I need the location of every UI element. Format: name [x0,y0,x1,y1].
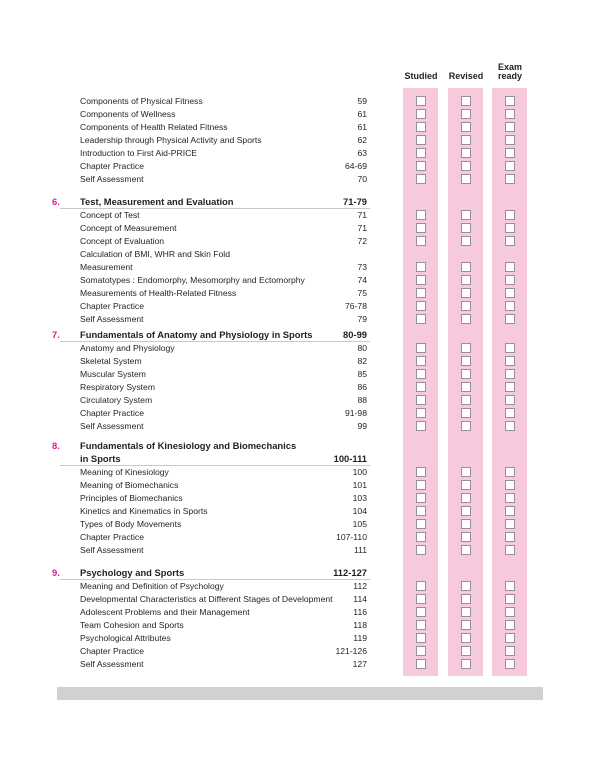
chapter-title-line1: Fundamentals of Kinesiology and Biomechanics [80,440,297,451]
revised-checkbox[interactable] [461,646,471,656]
revised-checkbox[interactable] [461,480,471,490]
toc-item-title: Types of Body Movements [80,519,182,529]
studied-checkbox[interactable] [416,519,426,529]
toc-item-page: 64-69 [345,161,367,171]
exam-ready-checkbox[interactable] [505,122,515,132]
exam-ready-checkbox[interactable] [505,532,515,542]
revised-checkbox[interactable] [461,301,471,311]
studied-checkbox[interactable] [416,288,426,298]
revised-checkbox[interactable] [461,314,471,324]
chapter-title: Psychology and Sports [80,567,185,578]
toc-item-page: 73 [357,262,367,272]
toc-item [80,261,367,274]
toc-item-page: 71 [357,223,367,233]
revised-checkbox[interactable] [461,109,471,119]
studied-checkbox[interactable] [416,594,426,604]
toc-item-title: Principles of Biomechanics [80,493,183,503]
toc-item [80,248,367,261]
toc-item-title: Psychological Attributes [80,633,171,643]
toc-item-title: Concept of Measurement [80,223,177,233]
studied-checkbox[interactable] [416,607,426,617]
toc-item-page: 114 [353,594,367,604]
chapter-pages: 71-79 [343,196,367,207]
exam-ready-checkbox[interactable] [505,395,515,405]
toc-item-title: Adolescent Problems and their Management [80,607,250,617]
revised-checkbox[interactable] [461,135,471,145]
exam-ready-checkbox[interactable] [505,223,515,233]
toc-item [80,531,367,544]
revised-checkbox[interactable] [461,519,471,529]
exam-ready-checkbox[interactable] [505,519,515,529]
toc-item [80,381,367,394]
toc-item [80,342,367,355]
toc-item-page: 86 [357,382,367,392]
toc-item-title: Developmental Characteristics at Different Stages of Development [80,594,333,604]
toc-item-page: 101 [352,480,367,490]
chapter-number: 6. [52,196,60,207]
revised-checkbox[interactable] [461,467,471,477]
toc-item-title: Respiratory System [80,382,155,392]
exam-ready-checkbox[interactable] [505,646,515,656]
studied-checkbox[interactable] [416,314,426,324]
studied-checkbox[interactable] [416,480,426,490]
toc-item [80,300,367,313]
studied-checkbox[interactable] [416,356,426,366]
revised-checkbox[interactable] [461,421,471,431]
exam-ready-checkbox[interactable] [505,480,515,490]
studied-checkbox[interactable] [416,122,426,132]
toc-item [80,492,367,505]
studied-checkbox[interactable] [416,96,426,106]
toc-item-title: Kinetics and Kinematics in Sports [80,506,208,516]
revised-checkbox[interactable] [461,581,471,591]
toc-item-title: Self Assessment [80,314,144,324]
toc-item [80,645,367,658]
toc-item [80,658,367,671]
toc-item-title: Somatotypes : Endomorphy, Mesomorphy and Ectomorphy [80,275,305,285]
studied-checkbox[interactable] [416,369,426,379]
revised-checkbox[interactable] [461,161,471,171]
toc-item-title: Calculation of BMI, WHR and Skin Fold [80,249,230,259]
toc-item-page: 61 [357,109,367,119]
toc-item-title: Chapter Practice [80,532,145,542]
studied-checkbox[interactable] [416,395,426,405]
revised-checkbox[interactable] [461,382,471,392]
exam-ready-checkbox[interactable] [505,314,515,324]
studied-checkbox[interactable] [416,467,426,477]
toc-item-title: Self Assessment [80,545,144,555]
exam-ready-checkbox[interactable] [505,408,515,418]
footer-bar [57,687,543,700]
revised-checkbox[interactable] [461,275,471,285]
revised-checkbox[interactable] [461,594,471,604]
toc-item-page: 61 [357,122,367,132]
toc-item-page: 118 [353,620,367,630]
toc-item-page: 105 [352,519,367,529]
toc-item [80,420,367,433]
chapter-title: in Sports [80,453,121,464]
toc-item-title: Components of Physical Fitness [80,96,203,106]
exam-ready-checkbox[interactable] [505,109,515,119]
exam-ready-checkbox[interactable] [505,581,515,591]
studied-checkbox[interactable] [416,620,426,630]
toc-item-title: Components of Wellness [80,109,176,119]
toc-item-page: 82 [357,356,367,366]
toc-item-title: Introduction to First Aid-PRICE [80,148,198,158]
toc-item [80,134,367,147]
toc-item [80,505,367,518]
studied-checkbox[interactable] [416,223,426,233]
toc-item [80,160,367,173]
chapter-heading [52,195,367,208]
toc-item-page: 72 [357,236,367,246]
column-header-exam-ready [488,63,532,81]
chapter-heading [52,439,367,465]
exam-ready-checkbox[interactable] [505,356,515,366]
studied-checkbox[interactable] [416,343,426,353]
toc-item-page: 127 [352,659,367,669]
toc-item [80,173,367,186]
exam-ready-checkbox[interactable] [505,275,515,285]
studied-checkbox[interactable] [416,262,426,272]
studied-checkbox[interactable] [416,109,426,119]
column-header-exam-line1: Exam [497,62,523,72]
studied-checkbox[interactable] [416,135,426,145]
exam-ready-checkbox[interactable] [505,343,515,353]
exam-ready-checkbox[interactable] [505,96,515,106]
toc-item-page: 99 [357,421,367,431]
revised-checkbox[interactable] [461,356,471,366]
exam-ready-checkbox[interactable] [505,288,515,298]
studied-checkbox[interactable] [416,646,426,656]
revised-checkbox[interactable] [461,408,471,418]
studied-checkbox[interactable] [416,408,426,418]
toc-item [80,235,367,248]
toc-item-title: Measurements of Health-Related Fitness [80,288,237,298]
toc-item-page: 88 [357,395,367,405]
studied-checkbox[interactable] [416,275,426,285]
studied-checkbox[interactable] [416,506,426,516]
toc-item-title: Self Assessment [80,174,144,184]
chapter-heading [52,328,367,341]
chapter-pages: 80-99 [343,329,367,340]
column-header-exam-line2: ready [497,71,523,81]
exam-ready-checkbox[interactable] [505,210,515,220]
toc-item-page: 91-98 [345,408,367,418]
toc-item-title: Chapter Practice [80,646,145,656]
exam-ready-checkbox[interactable] [505,148,515,158]
toc-item [80,593,367,606]
revised-checkbox[interactable] [461,148,471,158]
toc-item [80,108,367,121]
studied-checkbox[interactable] [416,545,426,555]
revised-checkbox[interactable] [461,223,471,233]
toc-item [80,287,367,300]
exam-ready-checkbox[interactable] [505,620,515,630]
column-header-revised: Revised [448,71,484,81]
toc-item [80,518,367,531]
exam-ready-checkbox[interactable] [505,382,515,392]
toc-item [80,313,367,326]
studied-checkbox[interactable] [416,210,426,220]
revised-checkbox[interactable] [461,96,471,106]
toc-item-title: Chapter Practice [80,301,145,311]
revised-checkbox[interactable] [461,343,471,353]
toc-item-page: 116 [353,607,367,617]
toc-item-page: 79 [357,314,367,324]
toc-item [80,368,367,381]
chapter-heading [52,566,367,579]
revised-checkbox[interactable] [461,174,471,184]
toc-item-page: 75 [357,288,367,298]
studied-checkbox[interactable] [416,148,426,158]
revised-checkbox[interactable] [461,122,471,132]
toc-item-page: 121-126 [335,646,367,656]
studied-checkbox[interactable] [416,174,426,184]
toc-item [80,479,367,492]
exam-ready-checkbox[interactable] [505,262,515,272]
revised-checkbox[interactable] [461,493,471,503]
toc-item-page: 63 [357,148,367,158]
exam-ready-checkbox[interactable] [505,135,515,145]
revised-checkbox[interactable] [461,210,471,220]
revised-checkbox[interactable] [461,545,471,555]
toc-item [80,355,367,368]
chapter-number: 9. [52,567,60,578]
revised-checkbox[interactable] [461,506,471,516]
toc-item [80,407,367,420]
toc-item [80,632,367,645]
revised-checkbox[interactable] [461,236,471,246]
studied-checkbox[interactable] [416,633,426,643]
studied-checkbox[interactable] [416,659,426,669]
revised-checkbox[interactable] [461,607,471,617]
toc-item-page: 74 [357,275,367,285]
exam-ready-checkbox[interactable] [505,236,515,246]
toc-item [80,147,367,160]
toc-item-title: Components of Health Related Fitness [80,122,228,132]
toc-item [80,209,367,222]
revised-checkbox[interactable] [461,633,471,643]
toc-item-title: Meaning and Definition of Psychology [80,581,224,591]
revised-checkbox[interactable] [461,262,471,272]
studied-checkbox[interactable] [416,581,426,591]
toc-item-page: 62 [357,135,367,145]
exam-ready-checkbox[interactable] [505,421,515,431]
studied-checkbox[interactable] [416,301,426,311]
studied-checkbox[interactable] [416,382,426,392]
revised-checkbox[interactable] [461,620,471,630]
revised-checkbox[interactable] [461,288,471,298]
toc-item-title: Anatomy and Physiology [80,343,175,353]
toc-item-page: 100 [352,467,367,477]
toc-item [80,544,367,557]
exam-ready-checkbox[interactable] [505,369,515,379]
chapter-pages: 100-111 [333,453,367,464]
toc-item-title: Concept of Evaluation [80,236,165,246]
toc-item-title: Chapter Practice [80,161,145,171]
toc-item-page: 80 [357,343,367,353]
revised-checkbox[interactable] [461,395,471,405]
toc-item [80,466,367,479]
revised-checkbox[interactable] [461,369,471,379]
toc-item [80,619,367,632]
toc-item-page: 112 [353,581,367,591]
toc-item-page: 59 [357,96,367,106]
toc-item-title: Leadership through Physical Activity and Sports [80,135,262,145]
studied-checkbox[interactable] [416,493,426,503]
toc-item-title: Self Assessment [80,421,144,431]
toc-item [80,222,367,235]
toc-item [80,274,367,287]
toc-item-title: Skeletal System [80,356,142,366]
column-header-studied: Studied [404,71,438,81]
toc-item-page: 119 [353,633,367,643]
chapter-number: 7. [52,329,60,340]
toc-item-page: 70 [357,174,367,184]
toc-item-title: Meaning of Biomechanics [80,480,179,490]
toc-item-page: 104 [352,506,367,516]
toc-item [80,394,367,407]
toc-item-title: Chapter Practice [80,408,145,418]
studied-checkbox[interactable] [416,421,426,431]
chapter-title: Test, Measurement and Evaluation [80,196,234,207]
toc-item-title: Team Cohesion and Sports [80,620,184,630]
exam-ready-checkbox[interactable] [505,174,515,184]
chapter-title: Fundamentals of Anatomy and Physiology in Sports [80,329,313,340]
toc-item-title: Concept of Test [80,210,140,220]
revised-checkbox[interactable] [461,532,471,542]
exam-ready-checkbox[interactable] [505,594,515,604]
toc-item-page: 76-78 [345,301,367,311]
toc-item [80,580,367,593]
toc-item-page: 85 [357,369,367,379]
toc-item-title: Circulatory System [80,395,153,405]
exam-ready-checkbox[interactable] [505,161,515,171]
studied-checkbox[interactable] [416,236,426,246]
studied-checkbox[interactable] [416,532,426,542]
toc-item [80,606,367,619]
toc-item-title: Muscular System [80,369,146,379]
toc-item-title: Measurement [80,262,133,272]
exam-ready-checkbox[interactable] [505,493,515,503]
toc-item-title: Self Assessment [80,659,144,669]
revised-checkbox[interactable] [461,659,471,669]
exam-ready-checkbox[interactable] [505,633,515,643]
chapter-number: 8. [52,440,60,451]
exam-ready-checkbox[interactable] [505,506,515,516]
toc-item [80,95,367,108]
chapter-pages: 112-127 [333,567,367,578]
toc-item-page: 107-110 [336,532,367,542]
toc-item-title: Meaning of Kinesiology [80,467,169,477]
studied-checkbox[interactable] [416,161,426,171]
toc-item-page: 71 [357,210,367,220]
toc-item-page: 103 [352,493,367,503]
exam-ready-checkbox[interactable] [505,659,515,669]
exam-ready-checkbox[interactable] [505,467,515,477]
toc-item [80,121,367,134]
exam-ready-checkbox[interactable] [505,545,515,555]
toc-item-page: 111 [353,545,367,555]
exam-ready-checkbox[interactable] [505,301,515,311]
exam-ready-checkbox[interactable] [505,607,515,617]
